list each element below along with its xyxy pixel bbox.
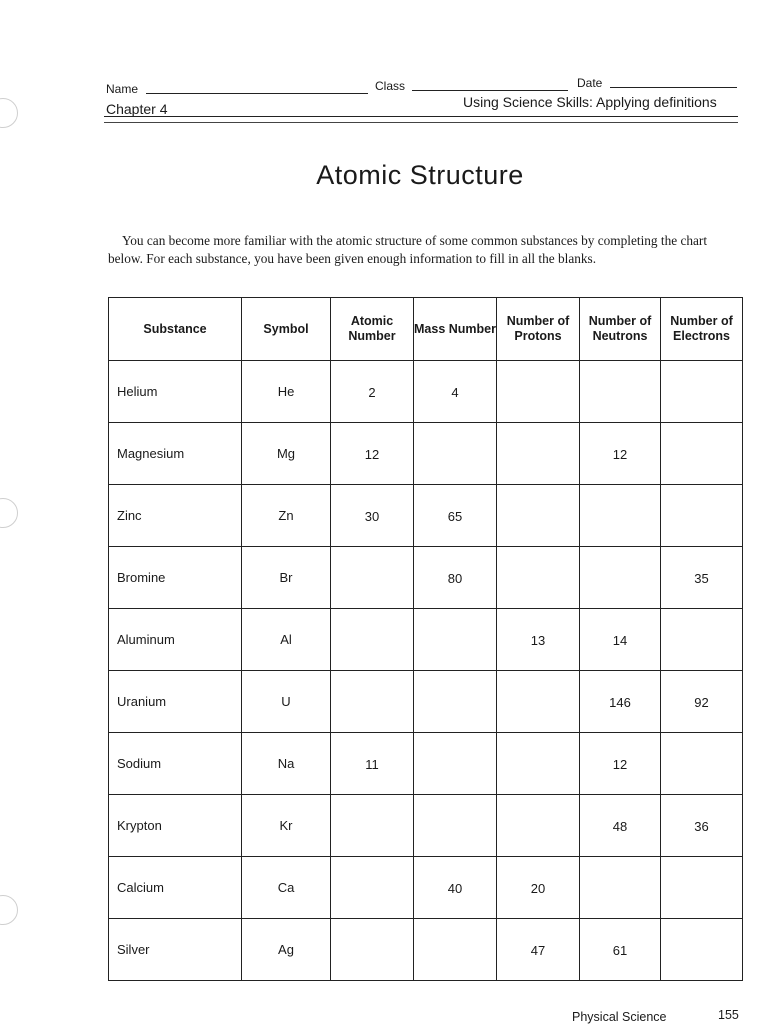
instructions-paragraph (108, 232, 738, 268)
cell-electrons[interactable] (661, 485, 743, 547)
table-row (109, 795, 743, 857)
cell-neutrons[interactable] (580, 361, 661, 423)
cell-symbol: Na (242, 733, 331, 795)
cell-atomic-number[interactable] (331, 795, 414, 857)
header-rule (104, 122, 738, 123)
cell-protons: 47 (497, 919, 580, 981)
cell-electrons[interactable] (661, 733, 743, 795)
cell-electrons: 35 (661, 547, 743, 609)
cell-neutrons[interactable] (580, 485, 661, 547)
cell-atomic-number[interactable] (331, 919, 414, 981)
cell-mass-number[interactable] (414, 423, 497, 485)
cell-protons[interactable] (497, 485, 580, 547)
cell-substance: Bromine (109, 547, 242, 609)
date-field-line[interactable] (610, 87, 737, 88)
table-header-row (109, 298, 743, 361)
cell-substance: Silver (109, 919, 242, 981)
table-row (109, 361, 743, 423)
cell-electrons[interactable] (661, 361, 743, 423)
cell-symbol: Br (242, 547, 331, 609)
cell-substance: Calcium (109, 857, 242, 919)
cell-protons: 20 (497, 857, 580, 919)
cell-neutrons: 12 (580, 733, 661, 795)
table-row (109, 485, 743, 547)
cell-protons[interactable] (497, 795, 580, 857)
cell-neutrons: 48 (580, 795, 661, 857)
class-field-line[interactable] (412, 90, 568, 91)
cell-mass-number: 4 (414, 361, 497, 423)
cell-symbol: Ag (242, 919, 331, 981)
cell-electrons: 92 (661, 671, 743, 733)
cell-neutrons[interactable] (580, 547, 661, 609)
cell-protons[interactable] (497, 671, 580, 733)
cell-neutrons: 146 (580, 671, 661, 733)
table-row (109, 671, 743, 733)
page-number: 155 (718, 1008, 739, 1022)
cell-protons[interactable] (497, 733, 580, 795)
cell-mass-number[interactable] (414, 671, 497, 733)
cell-protons[interactable] (497, 361, 580, 423)
col-header-atomic-number: Atomic Number (331, 298, 414, 361)
cell-symbol: Mg (242, 423, 331, 485)
class-label: Class (375, 79, 406, 93)
hole-punch (0, 98, 18, 128)
table-row (109, 919, 743, 981)
cell-mass-number[interactable] (414, 733, 497, 795)
cell-symbol: Ca (242, 857, 331, 919)
date-label: Date (577, 76, 603, 90)
cell-symbol: U (242, 671, 331, 733)
cell-neutrons[interactable] (580, 857, 661, 919)
cell-symbol: He (242, 361, 331, 423)
page-title: Atomic Structure (316, 160, 524, 190)
hole-punch (0, 895, 18, 925)
name-label: Name (106, 82, 139, 96)
cell-atomic-number[interactable] (331, 547, 414, 609)
cell-neutrons: 14 (580, 609, 661, 671)
cell-substance: Sodium (109, 733, 242, 795)
cell-protons: 13 (497, 609, 580, 671)
col-header-electrons: Number of Electrons (661, 298, 743, 361)
cell-mass-number: 40 (414, 857, 497, 919)
cell-atomic-number: 30 (331, 485, 414, 547)
table-row (109, 857, 743, 919)
table-row (109, 547, 743, 609)
cell-substance: Helium (109, 361, 242, 423)
cell-substance: Zinc (109, 485, 242, 547)
hole-punch (0, 498, 18, 528)
cell-protons[interactable] (497, 547, 580, 609)
cell-atomic-number[interactable] (331, 671, 414, 733)
cell-symbol: Zn (242, 485, 331, 547)
instructions-text: You can become more familiar with the atomic structure of some common substances by completing the chart below. For each substance, you have been given enough information to fill in all the blanks. (108, 233, 708, 266)
cell-electrons: 36 (661, 795, 743, 857)
cell-mass-number[interactable] (414, 795, 497, 857)
col-header-symbol: Symbol (242, 298, 331, 361)
col-header-neutrons: Number of Neutrons (580, 298, 661, 361)
col-header-protons: Number of Protons (497, 298, 580, 361)
cell-substance: Aluminum (109, 609, 242, 671)
cell-substance: Uranium (109, 671, 242, 733)
cell-mass-number[interactable] (414, 919, 497, 981)
cell-mass-number: 65 (414, 485, 497, 547)
cell-electrons[interactable] (661, 857, 743, 919)
table-row (109, 423, 743, 485)
chapter-label: Chapter 4 (106, 101, 168, 117)
cell-neutrons: 12 (580, 423, 661, 485)
col-header-mass-number: Mass Number (414, 298, 497, 361)
cell-atomic-number[interactable] (331, 609, 414, 671)
header-rule (104, 116, 738, 117)
col-header-substance: Substance (109, 298, 242, 361)
skills-subtitle: Using Science Skills: Applying definitions (463, 94, 717, 110)
cell-atomic-number: 12 (331, 423, 414, 485)
cell-neutrons: 61 (580, 919, 661, 981)
cell-symbol: Al (242, 609, 331, 671)
cell-electrons[interactable] (661, 919, 743, 981)
cell-electrons[interactable] (661, 423, 743, 485)
cell-substance: Magnesium (109, 423, 242, 485)
cell-atomic-number[interactable] (331, 857, 414, 919)
cell-electrons[interactable] (661, 609, 743, 671)
cell-mass-number[interactable] (414, 609, 497, 671)
cell-symbol: Kr (242, 795, 331, 857)
name-field-line[interactable] (146, 93, 368, 94)
cell-mass-number: 80 (414, 547, 497, 609)
cell-protons[interactable] (497, 423, 580, 485)
cell-atomic-number: 11 (331, 733, 414, 795)
footer-course: Physical Science (572, 1010, 667, 1024)
atomic-structure-table (108, 297, 743, 981)
cell-atomic-number: 2 (331, 361, 414, 423)
cell-substance: Krypton (109, 795, 242, 857)
table-row (109, 733, 743, 795)
table-row (109, 609, 743, 671)
